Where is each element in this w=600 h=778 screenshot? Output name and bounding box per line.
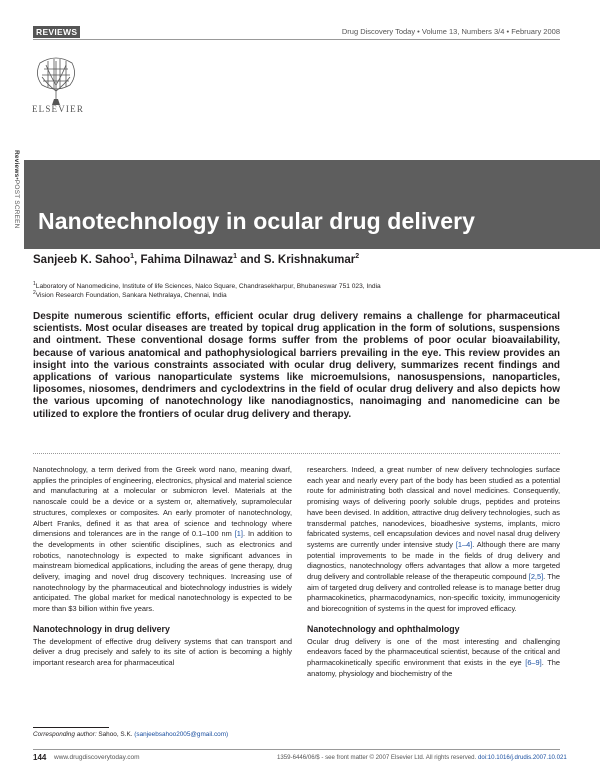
citation-link[interactable]: [1] xyxy=(234,529,243,539)
section-tag: REVIEWS xyxy=(33,26,80,38)
journal-website-link[interactable]: www.drugdiscoverytoday.com xyxy=(54,754,140,761)
citation-link[interactable]: [1–4] xyxy=(455,539,473,549)
footnote-rule xyxy=(33,727,109,728)
corresponding-author: Corresponding author: Sahoo, S.K. (sanjeebsahoo2005@gmail.com) xyxy=(33,731,229,738)
abstract-divider xyxy=(33,453,560,454)
body-column-right xyxy=(307,465,560,679)
footer-rule xyxy=(33,749,560,750)
running-header xyxy=(33,26,560,38)
header-rule xyxy=(33,39,560,40)
section-heading: Nanotechnology in drug delivery xyxy=(33,623,170,634)
copyright-text: 1359-6446/06/$ - see front matter © 2007 Elsevier Ltd. All rights reserved. xyxy=(277,754,477,761)
paragraph: Nanotechnology, a term derived from the Greek word nano, meaning dwarf, applies the principles of engineering, electronics, physical and material science and manufacturing at a molecular or submicron level. Materials at the nanoscale could be a device or a system or, alternatively, supramolecular structures, complexes or composites. An early promoter of nanotechnology, Albert Franks, defined it as that area of science and technology where dimensions and tolerances are in the range of 0.1–100 nm [1]. In addition to the developments in other scientific disciplines, such as electronics and robotics, nanotechnology is expected to make significant advances in mainstream biomedical applications, including the areas of gene therapy, drug delivery, imaging and novel drug discovery techniques. Increasing use of nanotechnology by the pharmaceutical and biotechnology industries is widely anticipated. The global market for medical nanotechnology is expected to be more than $3 billion within five years. xyxy=(33,465,292,614)
journal-citation: Drug Discovery Today • Volume 13, Numbers 3/4 • February 2008 xyxy=(341,27,560,36)
author-list: Sanjeeb K. Sahoo$^1$, Fahima Dilnawaz$^1$ and S. Krishnakumar$^2$ xyxy=(33,253,360,266)
affiliation: $^2$Vision Research Foundation, Sankara Nethralaya, Chennai, India xyxy=(33,290,227,300)
author-name: S. Krishnakumar xyxy=(263,253,356,266)
side-tab xyxy=(8,150,22,232)
article-title: Nanotechnology in ocular drug delivery xyxy=(38,208,476,234)
author-name: Fahima Dilnawaz xyxy=(140,253,234,266)
citation-link[interactable]: [2,5] xyxy=(528,572,544,582)
email-link[interactable]: (sanjeebsahoo2005@gmail.com) xyxy=(134,731,229,738)
citation-link[interactable]: [6–9] xyxy=(525,657,542,667)
elsevier-tree-logo-icon xyxy=(34,55,78,107)
doi-link[interactable]: doi:10.1016/j.drudis.2007.10.021 xyxy=(477,754,567,761)
author-name: Sanjeeb K. Sahoo xyxy=(33,253,131,266)
page-number: 144 xyxy=(33,753,47,762)
side-tab-label: Reviews•POST SCREEN xyxy=(13,150,20,229)
section-heading: Nanotechnology and ophthalmology xyxy=(307,623,460,634)
title-band xyxy=(24,160,600,249)
footer-rights xyxy=(277,754,567,761)
publisher-name: ELSEVIER xyxy=(31,104,85,114)
body-column-left xyxy=(33,465,292,669)
paragraph: researchers. Indeed, a great number of new delivery technologies surface each year and nearly every part of the body has been studied as a potential route for administrating both classical and novel medicines. Consequently, promising ways of delivering poorly soluble drugs, peptides and proteins have been devised. In addition, attractive drug delivery technologies, such as transdermal patches, nanodevices, bioadhesive systems, implants, micro fabricated systems, cell encapsulation devices and novel nasal drug delivery systems are currently under intensive study [1–4]. Although there are many potential improvements to be made in the fields of drug delivery and diagnostics, nanotechnology offers advantages that allow a more targeted drug delivery and controllable release of the therapeutic compound [2,5]. The aim of targeted drug delivery and controlled release is to manage better drug pharmacokinetics, pharmacodynamics, non-specific toxicity, immunogenicity and biorecognition of systems in the quest for improved efficacy. xyxy=(307,465,560,614)
abstract: Despite numerous scientific efforts, efficient ocular drug delivery remains a challenge for pharmaceutical scientists. Most ocular diseases are treated by topical drug application in the form of solutions, suspensions and ointment. These conventional dosage forms suffer from the problems of poor ocular bioavailability, because of various anatomical and pathophysiological barriers prevailing in the eye. This review provides an insight into the various constraints associated with ocular drug delivery, summarizes recent findings and applications of various nanoparticulate systems like microemulsions, nanosuspensions, nanoparticles, liposomes, niosomes, dendrimers and cyclodextrins in the field of ocular drug delivery and also depicts how the various upcoming of nanotechnology like nanodiagnostics, nanoimaging and nanomedicine can be utilized to explore the frontiers of ocular drug delivery and therapy. xyxy=(33,311,560,420)
affiliation: $^1$Laboratory of Nanomedicine, Institute of life Sciences, Nalco Square, Chandrasekharpur, Bhubaneswar 751 023, India xyxy=(33,281,381,291)
paragraph: The development of effective drug delivery systems that can transport and deliver a drug precisely and safely to its site of action is becoming a highly important research area for pharmaceutical xyxy=(33,636,292,667)
paragraph: Ocular drug delivery is one of the most interesting and challenging endeavors faced by the pharmaceutical scientist, because of the critical and pharmacokinetically specific environment that exists in the eye [6–9]. The anatomy, physiology and biochemistry of the xyxy=(307,636,560,678)
